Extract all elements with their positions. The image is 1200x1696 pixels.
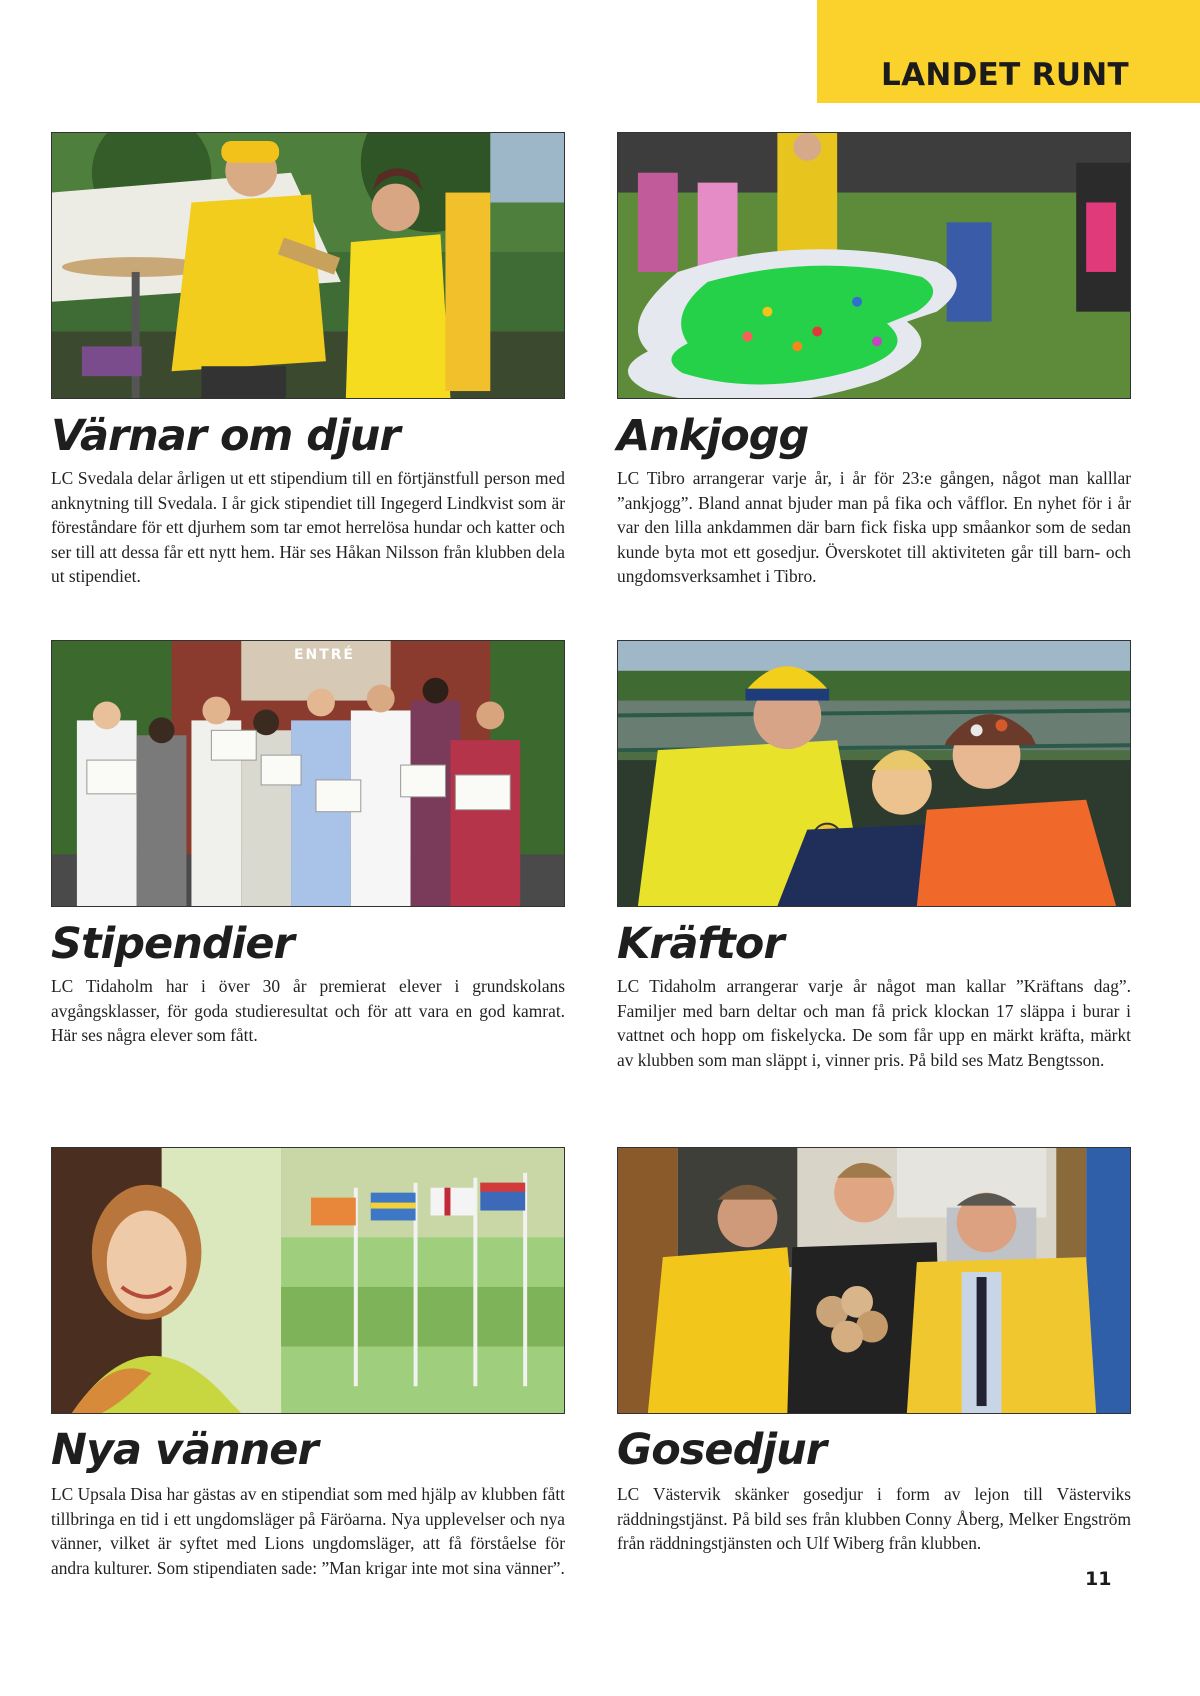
photo-new-friends (51, 1147, 565, 1414)
photo-scholarship-students (51, 640, 565, 907)
article-title: Ankjogg (617, 411, 809, 461)
photo-stuffed-lions (617, 1147, 1131, 1414)
section-label: LANDET RUNT (881, 57, 1129, 93)
article-title: Nya vänner (51, 1425, 318, 1475)
article-body: LC Västervik skänker gosedjur i form av lejon till Västerviks räddningstjänst. På bild ses från klubben Conny Åberg, Melker Engström från räddningstjänsten och Ulf Wiberg från klubben. (617, 1484, 1131, 1553)
photo-duck-pond (617, 132, 1131, 399)
article-title: Stipendier (51, 919, 294, 969)
photo-award-ceremony (51, 132, 565, 399)
article-body: LC Tidaholm arrangerar varje år något man kallar ”Kräftans dag”. Familjer med barn deltar och man få prick klockan 17 släppa i burar i vattnet och hopp om fiskelycka. De som får upp en märkt kräfta, märkt av klubben som man släppt i, vinner pris. På bild ses Matz Bengtsson. (617, 976, 1131, 1070)
article-title: Kräftor (617, 919, 784, 969)
photo-crayfish-day (617, 640, 1131, 907)
page-number: 11 (1085, 1568, 1112, 1590)
section-header-tab (817, 0, 1200, 103)
article-title: Gosedjur (617, 1425, 826, 1475)
article-body: LC Tibro arrangerar varje år, i år för 23:e gången, något man kalllar ”ankjogg”. Bland annat bjuder man på fika och våfflor. En nyhet för i år var den lilla ankdammen där barn fick fiska upp småankor som de sedan kunde byta mot ett gosedjur. Överskotet till aktiviteten går till barn- och ungdomsverksamhet i Tibro. (617, 468, 1131, 586)
article-body: LC Upsala Disa har gästas av en stipendiat som med hjälp av klubben fått tillbringa en tid i ett ungdomsläger på Färöarna. Nya upplevelser och nya vänner, vilket är syftet med Lions ungdomsläger, att få förståelse för andra kulturer. Som stipendiaten sade: ”Man krigar inte mot sina vänner”. (51, 1484, 565, 1578)
entrance-sign: ENTRÉ (294, 646, 355, 663)
article-body: LC Svedala delar årligen ut ett stipendium till en förtjänstfull person med anknytning till Svedala. I år gick stipendiet till Ingegerd Lindkvist som är föreståndare för ett djurhem som tar emot herrelösa hundar och katter och ser till att dessa får ett nytt hem. Här ses Håkan Nilsson från klubben dela ut stipendiet. (51, 468, 565, 586)
article-body: LC Tidaholm har i över 30 år premierat elever i grundskolans avgångsklasser, för goda studieresultat och för att vara en god kamrat. Här ses några elever som fått. (51, 976, 565, 1045)
article-title: Värnar om djur (51, 411, 400, 461)
